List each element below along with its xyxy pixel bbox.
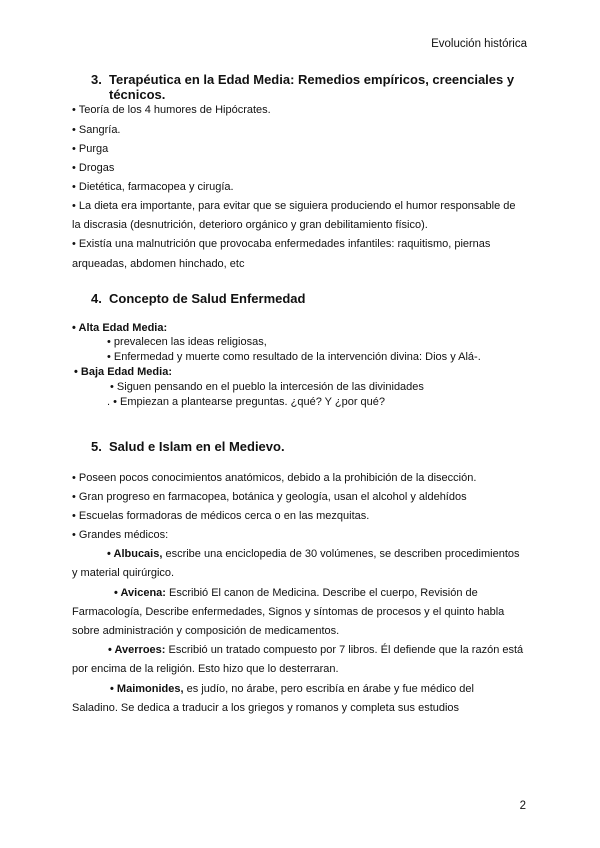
physician-text-continued: sobre administración y composición de medicamentos. [72, 625, 340, 637]
section-4-number: 4. [91, 291, 102, 306]
alta-item: • prevalecen las ideas religiosas, [107, 336, 267, 348]
physician-text-continued: Saladino. Se dedica a traducir a los griegos y romanos y completa sus estudios [72, 702, 460, 714]
baja-item: . • Empiezan a plantearse preguntas. ¿qué? Y ¿por qué? [107, 396, 386, 408]
baja-edad-media-heading: • Baja Edad Media: [74, 366, 172, 378]
section-4-title: Concepto de Salud Enfermedad [109, 291, 306, 306]
physician-name: • Maimonides, [110, 683, 184, 695]
physician-text: Escribió un tratado compuesto por 7 libros. Él defiende que la razón está [165, 644, 524, 656]
section-3-line: • Teoría de los 4 humores de Hipócrates. [72, 104, 271, 116]
running-header: Evolución histórica [431, 38, 527, 50]
section-3-title-line2: técnicos. [109, 87, 166, 102]
physician-albucais [107, 548, 520, 560]
page-number: 2 [519, 800, 526, 812]
section-3-title-line1: Terapéutica en la Edad Media: Remedios empíricos, creenciales y [109, 72, 515, 87]
alta-item: • Enfermedad y muerte como resultado de la intervención divina: Dios y Alá-. [107, 351, 481, 363]
section-3-line: • Sangría. [72, 124, 121, 136]
section-3-number: 3. [91, 72, 102, 87]
physician-averroes [108, 644, 523, 656]
alta-edad-media-heading: • Alta Edad Media: [72, 322, 168, 334]
section-5-number: 5. [91, 439, 102, 454]
section-3-line: • Existía una malnutrición que provocaba enfermedades infantiles: raquitismo, piernas [72, 238, 491, 250]
section-5-title: Salud e Islam en el Medievo. [109, 439, 285, 454]
section-5-line: • Grandes médicos: [72, 529, 169, 541]
physician-text: escribe una enciclopedia de 30 volúmenes, se describen procedimientos [162, 548, 520, 560]
baja-item: • Siguen pensando en el pueblo la intercesión de las divinidades [110, 381, 424, 393]
physician-text-continued: Farmacología, Describe enfermedades, Signos y síntomas de procesos y el quinto habla [72, 606, 505, 618]
physician-text: es judío, no árabe, pero escribía en árabe y fue médico del [183, 683, 474, 695]
physician-name: • Avicena: [114, 587, 166, 599]
physician-avicena [114, 587, 478, 599]
section-3-line: • Purga [72, 143, 109, 155]
physician-text-continued: y material quirúrgico. [72, 567, 175, 579]
section-3-line: • Dietética, farmacopea y cirugía. [72, 181, 234, 193]
section-3-line: • La dieta era importante, para evitar que se siguiera produciendo el humor responsable de [72, 200, 516, 212]
section-3-line: • Drogas [72, 162, 115, 174]
section-5-line: • Poseen pocos conocimientos anatómicos, debido a la prohibición de la disección. [72, 472, 477, 484]
section-5-line: • Escuelas formadoras de médicos cerca o en las mezquitas. [72, 510, 370, 522]
physician-text: Escribió El canon de Medicina. Describe el cuerpo, Revisión de [165, 587, 478, 599]
section-3-line: arqueadas, abdomen hinchado, etc [72, 258, 245, 270]
physician-name: • Averroes: [108, 644, 166, 656]
physician-text-continued: por encima de la religión. Esto hizo que lo desterraran. [72, 663, 339, 675]
physician-maimonides [110, 683, 474, 695]
physician-name: • Albucais, [107, 548, 163, 560]
section-3-line: la discrasia (desnutrición, deterioro orgánico y gran debilitamiento físico). [72, 219, 428, 231]
section-5-line: • Gran progreso en farmacopea, botánica y geología, usan el alcohol y aldehídos [72, 491, 467, 503]
